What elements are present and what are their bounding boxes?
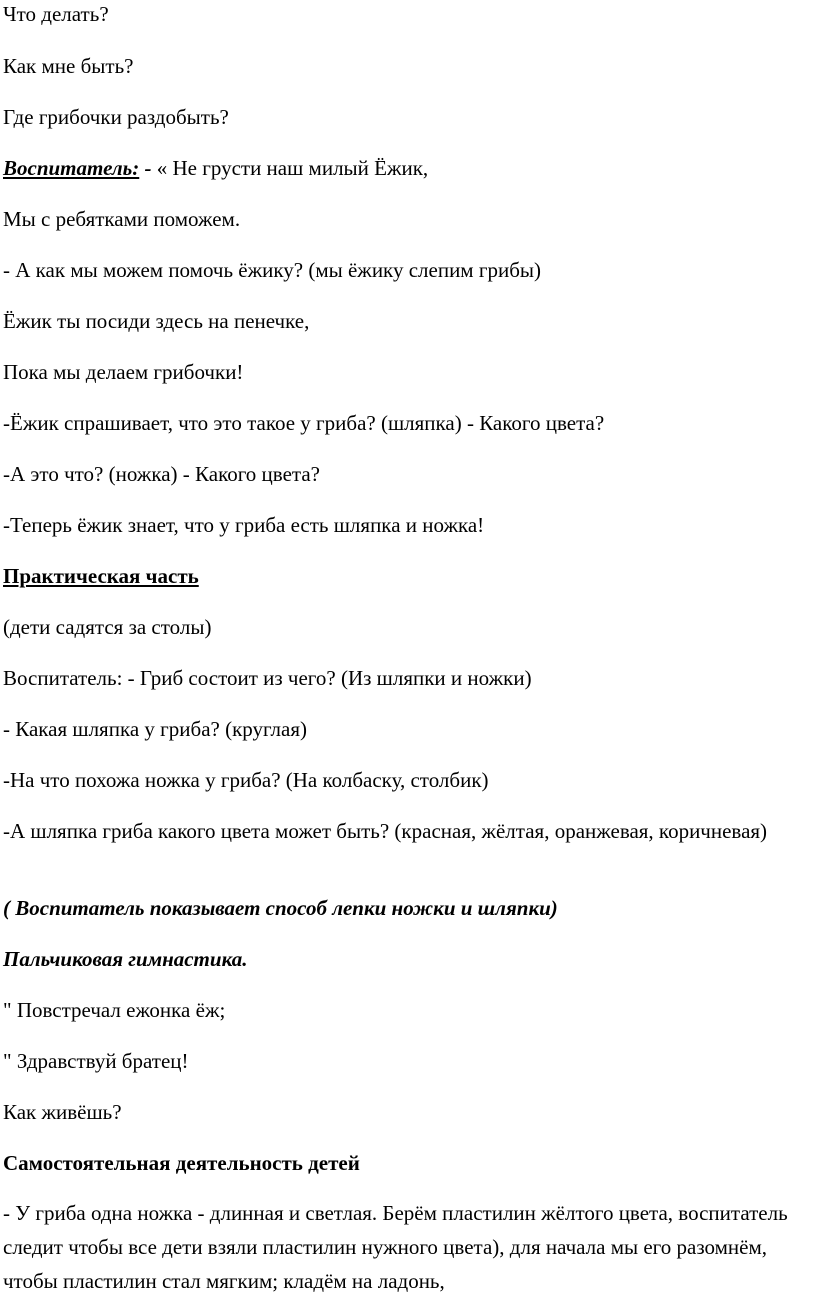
text-line: -Теперь ёжик знает, что у гриба есть шляпка и ножка!	[3, 513, 485, 537]
section-heading-independent-activity: Самостоятельная деятельность детей	[3, 1151, 360, 1175]
text-line: Пока мы делаем грибочки!	[3, 360, 244, 384]
text-line: - А как мы можем помочь ёжику? (мы ёжику слепим грибы)	[3, 258, 541, 282]
text-line: -Ёжик спрашивает, что это такое у гриба? (шляпка) - Какого цвета?	[3, 411, 605, 435]
text-line: Воспитатель: - Гриб состоит из чего? (Из шляпки и ножки)	[3, 666, 532, 690]
text-line: Как мне быть?	[3, 54, 134, 78]
speaker-label: Воспитатель:	[3, 156, 140, 180]
italic-note: ( Воспитатель показывает способ лепки ножки и шляпки)	[3, 896, 558, 920]
text-line: - Какая шляпка у гриба? (круглая)	[3, 717, 308, 741]
text-line: Мы с ребятками поможем.	[3, 207, 241, 231]
text-line: (дети садятся за столы)	[3, 615, 212, 639]
text-paragraph: -А шляпка гриба какого цвета может быть? (красная, жёлтая, оранжевая, коричневая)	[3, 819, 768, 843]
text-line: " Здравствуй братец!	[3, 1049, 189, 1073]
text-line: Ёжик ты посиди здесь на пенечке,	[3, 309, 310, 333]
text-line: Где грибочки раздобыть?	[3, 105, 229, 129]
text-paragraph: - У гриба одна ножка - длинная и светлая. Берём пластилин жёлтого цвета, воспитатель следит чтобы все дети взяли пластилин нужного цвета), для начала мы его разомнём, чтобы пластилин стал мягким; кладём на ладонь,	[3, 1201, 788, 1293]
speaker-dash: -	[139, 156, 157, 180]
text-line: -На что похожа ножка у гриба? (На колбаску, столбик)	[3, 768, 489, 792]
text-line: Что делать?	[3, 2, 109, 26]
text-line: " Повстречал ежонка ёж;	[3, 998, 226, 1022]
speaker-text: « Не грусти наш милый Ёжик,	[156, 156, 429, 180]
text-line: -А это что? (ножка) - Какого цвета?	[3, 462, 320, 486]
section-heading-finger-gymnastics: Пальчиковая гимнастика.	[3, 947, 248, 971]
section-heading-practical: Практическая часть	[3, 564, 199, 588]
text-line: Как живёшь?	[3, 1100, 122, 1124]
speaker-line	[3, 155, 428, 181]
